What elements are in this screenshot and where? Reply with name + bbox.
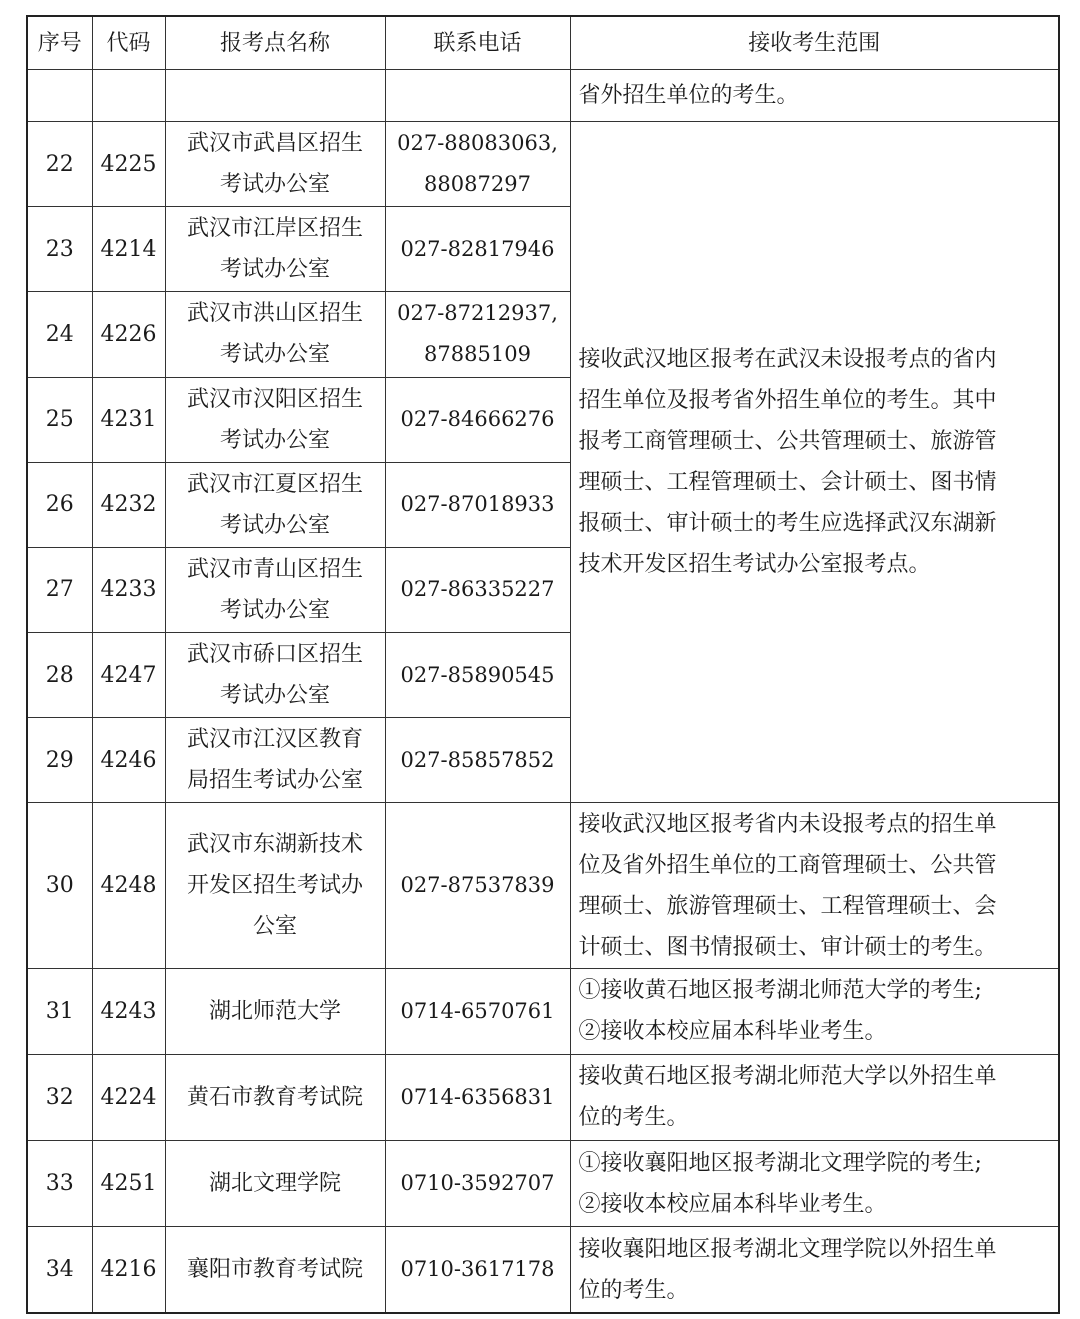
range-line: 接收武汉地区报考在武汉未设报考点的省内 — [578, 347, 997, 373]
range-line: 接收襄阳地区报考湖北文理学院以外招生单 — [578, 1236, 997, 1262]
phone-line: 027-85857852 — [400, 747, 555, 772]
table-row — [27, 803, 1059, 968]
range-line: ②接收本校应届本科毕业考生。 — [578, 1019, 887, 1045]
cell-phone — [385, 968, 570, 1054]
range-line: ②接收本校应届本科毕业考生。 — [578, 1191, 887, 1217]
site-name-line: 襄阳市教育考试院 — [186, 1257, 363, 1283]
cell-code: 4226 — [92, 292, 165, 377]
cell-no: 34 — [27, 1227, 92, 1313]
site-name-line: 考试办公室 — [219, 342, 330, 368]
site-name-line: 考试办公室 — [219, 597, 330, 623]
cell-site-name — [165, 803, 385, 968]
range-line: 报硕士、审计硕士的考生应选择武汉东湖新 — [578, 511, 997, 537]
range-line: 报考工商管理硕士、公共管理硕士、旅游管 — [578, 429, 997, 455]
site-name-line: 湖北文理学院 — [208, 1171, 341, 1197]
site-name-line: 武汉市江夏区招生 — [186, 471, 363, 497]
range-line: 位及省外招生单位的工商管理硕士、公共管 — [578, 852, 997, 878]
cell-range — [570, 803, 1059, 968]
cell-phone — [385, 122, 570, 207]
phone-line: 027-86335227 — [400, 577, 555, 602]
header-site-name: 报考点名称 — [165, 16, 385, 70]
cell-phone — [385, 1054, 570, 1140]
header-phone: 联系电话 — [385, 16, 570, 70]
cell-site-name — [165, 718, 385, 803]
site-name-line: 湖北师范大学 — [208, 998, 341, 1024]
phone-line: 027-87018933 — [400, 492, 555, 517]
range-line: 计硕士、图书情报硕士、审计硕士的考生。 — [578, 934, 997, 960]
cell-phone — [385, 1227, 570, 1313]
phone-line: 027-88083063, — [397, 131, 558, 156]
cell-code: 4232 — [92, 462, 165, 547]
cell-phone — [385, 633, 570, 718]
cell-code: 4243 — [92, 968, 165, 1054]
site-name-line: 考试办公室 — [219, 427, 330, 453]
cell-range — [570, 1227, 1059, 1313]
cell-range — [570, 1054, 1059, 1140]
range-line: 位的考生。 — [578, 1105, 689, 1131]
cell-no: 26 — [27, 462, 92, 547]
cell-code: 4216 — [92, 1227, 165, 1313]
phone-line: 0714-6356831 — [400, 1084, 555, 1109]
phone-line: 0710-3617178 — [400, 1257, 555, 1282]
site-name-line: 武汉市硚口区招生 — [186, 642, 363, 668]
cell-range-merged — [570, 122, 1059, 803]
table-row — [27, 122, 1059, 207]
cell-site-name — [165, 1141, 385, 1227]
cell-no: 24 — [27, 292, 92, 377]
phone-line: 0714-6570761 — [400, 998, 555, 1023]
cell-code: 4248 — [92, 803, 165, 968]
cell-range — [570, 968, 1059, 1054]
table-row — [27, 1227, 1059, 1313]
header-code: 代码 — [92, 16, 165, 70]
cell-site-name — [165, 207, 385, 292]
cell-no: 28 — [27, 633, 92, 718]
cell-no: 30 — [27, 803, 92, 968]
site-name-line: 考试办公室 — [219, 257, 330, 283]
site-name-line: 武汉市汉阳区招生 — [186, 386, 363, 412]
range-line: 理硕士、工程管理硕士、会计硕士、图书情 — [578, 470, 997, 496]
cell-phone — [385, 70, 570, 122]
site-name-line: 考试办公室 — [219, 683, 330, 709]
range-line: 理硕士、旅游管理硕士、工程管理硕士、会 — [578, 893, 997, 919]
cell-no: 22 — [27, 122, 92, 207]
table-row — [27, 1054, 1059, 1140]
cell-code: 4225 — [92, 122, 165, 207]
range-line: 招生单位及报考省外招生单位的考生。其中 — [578, 388, 997, 414]
cell-phone — [385, 1141, 570, 1227]
phone-line: 027-82817946 — [400, 236, 555, 261]
cell-no: 33 — [27, 1141, 92, 1227]
range-line: 接收武汉地区报考省内未设报考点的招生单 — [578, 811, 997, 837]
site-name-line: 武汉市东湖新技术 — [186, 832, 363, 857]
cell-phone — [385, 207, 570, 292]
continuation-row — [27, 70, 1059, 122]
site-name-line: 武汉市江岸区招生 — [186, 216, 363, 242]
cell-site-name — [165, 70, 385, 122]
site-name-line: 武汉市江汉区教育 — [186, 727, 363, 753]
cell-code: 4246 — [92, 718, 165, 803]
site-name-line: 局招生考试办公室 — [186, 768, 363, 794]
cell-code: 4251 — [92, 1141, 165, 1227]
site-name-line: 黄石市教育考试院 — [186, 1084, 363, 1110]
header-no: 序号 — [27, 16, 92, 70]
phone-line: 027-87212937, — [397, 301, 558, 326]
phone-line: 87885109 — [424, 342, 531, 367]
cell-no — [27, 70, 92, 122]
cell-site-name — [165, 633, 385, 718]
cell-code: 4247 — [92, 633, 165, 718]
cell-no: 32 — [27, 1054, 92, 1140]
cell-no: 27 — [27, 547, 92, 632]
site-name-line: 武汉市洪山区招生 — [186, 301, 363, 327]
cell-code: 4214 — [92, 207, 165, 292]
phone-line: 027-85890545 — [400, 662, 555, 687]
site-name-line: 开发区招生考试办 — [186, 873, 363, 898]
site-name-line: 公室 — [252, 914, 297, 939]
site-name-line: 武汉市武昌区招生 — [186, 131, 363, 157]
cell-site-name — [165, 968, 385, 1054]
phone-line: 0710-3592707 — [400, 1171, 555, 1196]
cell-site-name — [165, 547, 385, 632]
cell-no: 23 — [27, 207, 92, 292]
phone-line: 027-87537839 — [400, 873, 555, 897]
cell-range — [570, 70, 1059, 122]
cell-no: 29 — [27, 718, 92, 803]
cell-no: 31 — [27, 968, 92, 1054]
range-line: ①接收襄阳地区报考湖北文理学院的考生; — [578, 1150, 982, 1176]
cell-code: 4224 — [92, 1054, 165, 1140]
range-line: ①接收黄石地区报考湖北师范大学的考生; — [578, 978, 982, 1004]
cell-phone — [385, 377, 570, 462]
range-line: 位的考生。 — [578, 1277, 689, 1303]
cell-phone — [385, 292, 570, 377]
cell-site-name — [165, 377, 385, 462]
cell-code — [92, 70, 165, 122]
cell-site-name — [165, 1054, 385, 1140]
cell-code: 4231 — [92, 377, 165, 462]
cell-site-name — [165, 292, 385, 377]
cell-phone — [385, 718, 570, 803]
cell-phone — [385, 462, 570, 547]
exam-site-table — [26, 15, 1060, 1314]
table-row — [27, 1141, 1059, 1227]
cell-code: 4233 — [92, 547, 165, 632]
phone-line: 027-84666276 — [400, 407, 555, 432]
cell-range — [570, 1141, 1059, 1227]
cell-phone — [385, 803, 570, 968]
cell-site-name — [165, 462, 385, 547]
range-line: 接收黄石地区报考湖北师范大学以外招生单 — [578, 1064, 997, 1090]
cell-site-name — [165, 122, 385, 207]
cell-site-name — [165, 1227, 385, 1313]
range-line: 技术开发区招生考试办公室报考点。 — [578, 552, 931, 578]
phone-line: 88087297 — [424, 172, 531, 197]
site-name-line: 考试办公室 — [219, 172, 330, 198]
site-name-line: 武汉市青山区招生 — [186, 556, 363, 582]
header-row — [27, 16, 1059, 70]
cell-phone — [385, 547, 570, 632]
table-row — [27, 968, 1059, 1054]
site-name-line: 考试办公室 — [219, 512, 330, 538]
header-range: 接收考生范围 — [570, 16, 1059, 70]
range-line: 省外招生单位的考生。 — [578, 83, 799, 109]
cell-no: 25 — [27, 377, 92, 462]
